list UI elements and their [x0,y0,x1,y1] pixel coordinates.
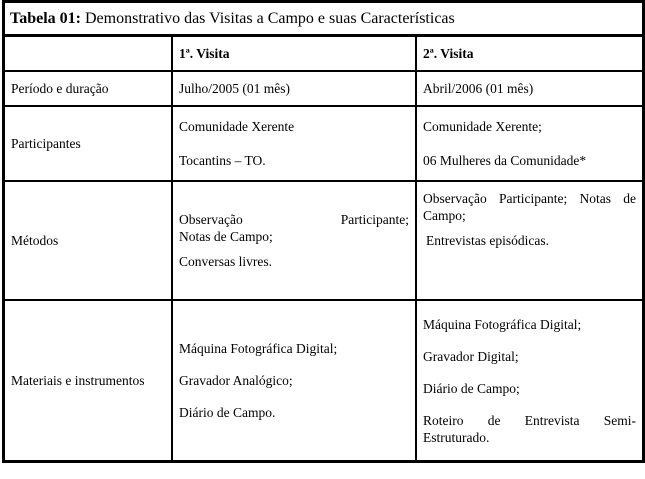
cell-line: Notas de Campo; [179,229,273,244]
table-row-periodo [4,71,643,106]
materiais-first-visit [172,300,416,461]
participantes-first-visit [172,106,416,181]
cell-line: 06 Mulheres da Comunidade* [423,153,587,168]
cell-line: Comunidade Xerente; [423,119,542,134]
periodo-second-visit: Abril/2006 (01 mês) [416,71,643,106]
header-second-visit: 2ª. Visita [416,36,643,71]
table-title-label: Tabela 01: [10,10,81,27]
metodos-first-visit [172,181,416,300]
table-row-materiais [4,300,643,461]
row-label-periodo: Período e duração [4,71,172,106]
participantes-second-visit [416,106,643,181]
periodo-first-visit: Julho/2005 (01 mês) [172,71,416,106]
table-row-participantes [4,106,643,181]
cell-line: Entrevistas episódicas. [426,233,549,248]
visits-table [2,0,645,463]
metodos-second-visit [416,181,643,300]
header-first-visit: 1ª. Visita [172,36,416,71]
row-label-participantes: Participantes [4,106,172,181]
table-title-text: Demonstrativo das Visitas a Campo e suas Características [80,10,455,27]
materiais-second-visit [416,300,643,461]
table-title-row [4,2,643,36]
cell-line: Roteiro de Entrevista Semi-Estruturado. [423,412,637,445]
cell-line: Diário de Campo; [423,380,520,396]
table-title [4,2,643,36]
cell-line: Gravador Analógico; [179,373,293,388]
table-header-row [4,36,643,71]
cell-line: Máquina Fotográfica Digital; [179,341,338,356]
cell-line: Diário de Campo. [179,405,276,420]
cell-line: Gravador Digital; [423,348,519,364]
cell-line: Observação Participante; Notas de Campo; [423,191,637,223]
row-label-materiais: Materiais e instrumentos [4,300,172,461]
cell-line: Máquina Fotográfica Digital; [423,316,582,332]
header-empty-cell [4,36,172,71]
cell-line: Comunidade Xerente [179,119,295,134]
cell-line: Observação Participante; [179,212,409,227]
document-page [2,0,641,477]
row-label-metodos: Métodos [4,181,172,300]
table-row-metodos [4,181,643,300]
cell-line: Conversas livres. [179,254,272,269]
cell-line: Tocantins – TO. [179,153,266,168]
